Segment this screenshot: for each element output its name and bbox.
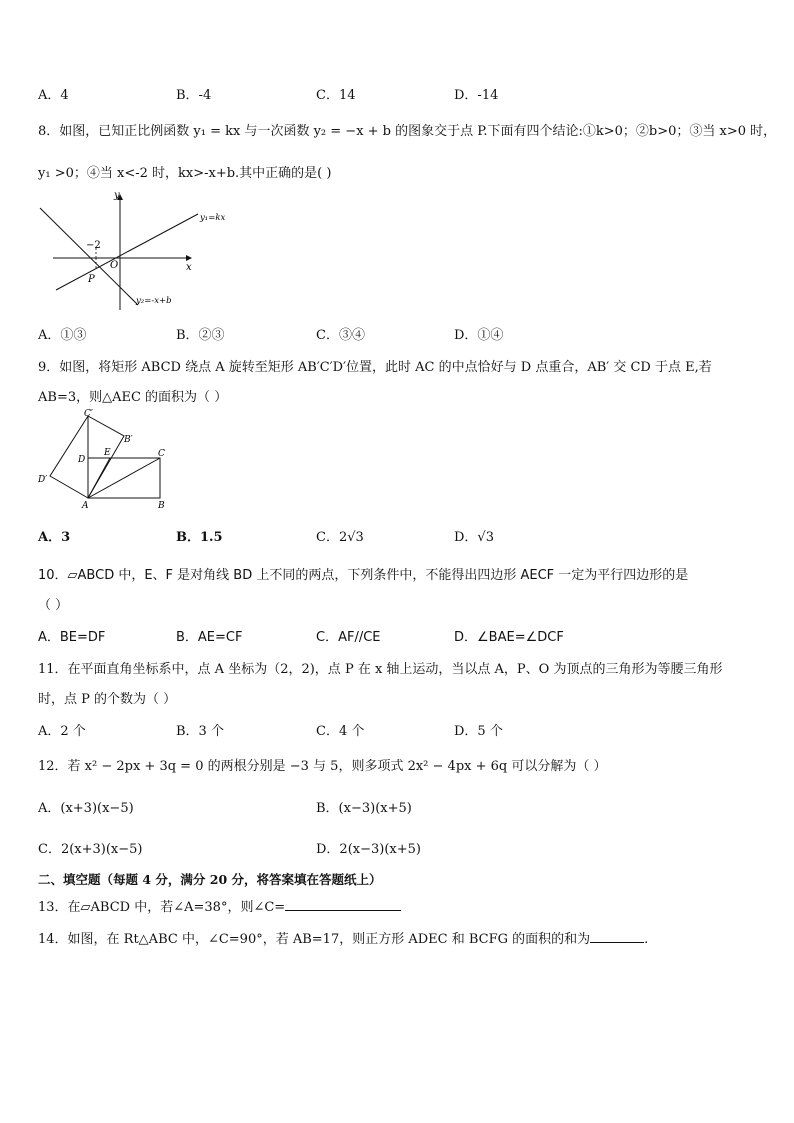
q13-answer-blank[interactable] — [285, 898, 401, 911]
q8-x-label: x — [186, 262, 192, 273]
q9-label-a: A — [82, 501, 89, 511]
q10-option-d: D．∠BAE=∠DCF — [454, 630, 564, 645]
q7-option-c: C．14 — [316, 88, 356, 103]
section2-heading: 二、填空题（每题 4 分，满分 20 分，将答案填在答题纸上） — [38, 872, 382, 887]
q8-origin-label: O — [110, 260, 119, 271]
q9-label-b1: B′ — [124, 435, 133, 445]
q11-option-d: D．5 个 — [454, 724, 503, 739]
q10-stem-line2: （ ） — [38, 598, 69, 613]
q11-option-c: C．4 个 — [316, 724, 365, 739]
q12-option-c: C．2(x+3)(x−5) — [38, 842, 143, 857]
q8-option-a: A．①③ — [38, 328, 87, 343]
q14-end: . — [644, 932, 649, 947]
q13-stem — [38, 896, 401, 915]
q9-label-c: C — [158, 449, 165, 459]
q8-option-d: D．①④ — [454, 328, 504, 343]
q8-tick-label: −2 — [86, 240, 101, 251]
q9-option-c: C．2√3 — [316, 530, 364, 545]
q12-option-a: A．(x+3)(x−5) — [38, 801, 134, 816]
q8-point-label: P — [88, 274, 95, 285]
q12-stem: 12．若 x² − 2px + 3q = 0 的两根分别是 −3 与 5，则多项式 2x² − 4px + 6q 可以分解为（ ） — [38, 759, 607, 774]
q8-line-y2 — [40, 208, 138, 305]
q10-option-c: C．AF//CE — [316, 630, 381, 645]
q11-option-a: A．2 个 — [38, 724, 86, 739]
q9-label-e: E — [104, 448, 111, 458]
q7-option-b: B．-4 — [176, 88, 212, 103]
q9-rect-rotated — [50, 416, 124, 498]
q11-stem-line2: 时，点 P 的个数为（ ） — [38, 692, 177, 707]
q10-option-a: A．BE=DF — [38, 630, 106, 645]
q11-stem-line1: 11．在平面直角坐标系中，点 A 坐标为（2，2)，点 P 在 x 轴上运动，当以点 A，P、O 为顶点的三角形为等腰三角形 — [38, 662, 723, 677]
q8-line2-label: y₂=-x+b — [136, 296, 172, 306]
q9-label-d: D — [78, 455, 86, 465]
q9-label-b: B — [158, 501, 165, 511]
q8-line-y1 — [56, 214, 198, 290]
q8-figure — [38, 190, 248, 315]
q8-x-arrow — [186, 255, 192, 261]
q9-stem-line1: 9．如图，将矩形 ABCD 绕点 A 旋转至矩形 AB′C′D′位置，此时 AC 的中点恰好与 D 点重合，AB′ 交 CD 于点 E,若 — [38, 360, 712, 375]
q7-option-d: D．-14 — [454, 88, 499, 103]
q8-stem-line1: 8．如图，已知正比例函数 y₁ = kx 与一次函数 y₂ = −x + b 的图象交于点 P.下面有四个结论:①k>0；②b>0；③当 x>0 时， — [38, 124, 777, 139]
q8-option-c: C．③④ — [316, 328, 365, 343]
q10-option-b: B．AE=CF — [176, 630, 243, 645]
q7-option-a: A．4 — [38, 88, 69, 103]
q8-stem-line2: y₁ >0；④当 x<-2 时，kx>-x+b.其中正确的是( ) — [38, 166, 332, 181]
q8-y-label: y — [114, 190, 120, 201]
q14-text: 14．如图，在 Rt△ABC 中，∠C=90°，若 AB=17，则正方形 ADEC 和 BCFG 的面积的和为 — [38, 932, 591, 947]
q8-line1-label: y₁=kx — [200, 213, 226, 223]
q9-label-d1: D′ — [38, 475, 48, 485]
q9-option-b: B．1.5 — [176, 530, 223, 545]
q14-stem — [38, 928, 648, 947]
q10-stem-line1: 10．▱ABCD 中，E、F 是对角线 BD 上不同的两点，下列条件中，不能得出四边形 AECF 一定为平行四边形的是 — [38, 568, 689, 583]
q11-option-b: B．3 个 — [176, 724, 224, 739]
q9-option-d: D．√3 — [454, 530, 494, 545]
q12-option-d: D．2(x−3)(x+5) — [316, 842, 421, 857]
q9-label-c1: C′ — [84, 409, 93, 419]
q12-option-b: B．(x−3)(x+5) — [316, 801, 412, 816]
q9-option-a: A．3 — [38, 530, 71, 545]
q8-option-b: B．②③ — [176, 328, 225, 343]
q9-figure — [36, 408, 176, 513]
q13-text: 13．在▱ABCD 中，若∠A=38°，则∠C= — [38, 900, 286, 915]
q14-answer-blank[interactable] — [590, 930, 644, 943]
q9-stem-line2: AB=3，则△AEC 的面积为（ ） — [38, 390, 228, 405]
